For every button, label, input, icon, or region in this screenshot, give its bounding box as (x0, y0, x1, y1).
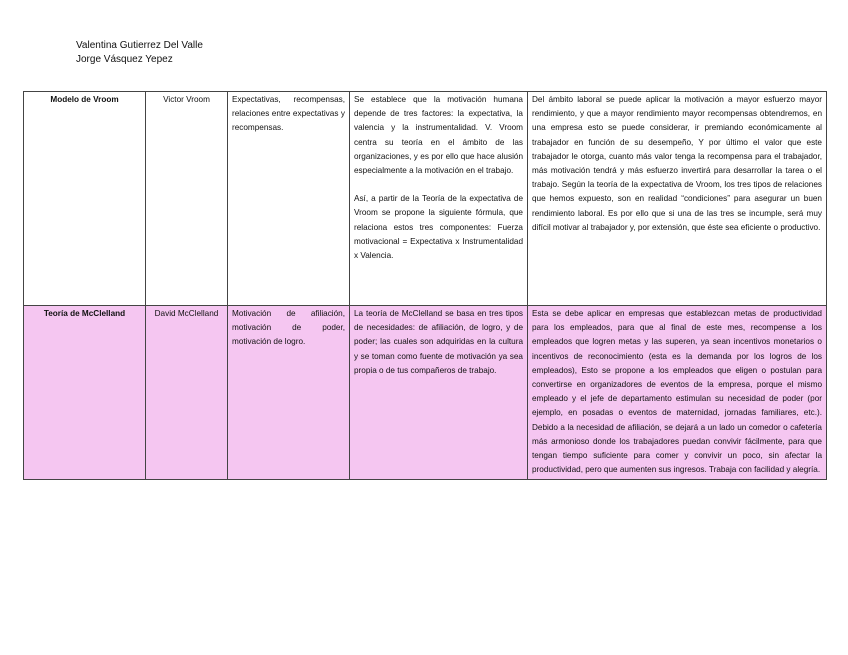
author-cell: David McClelland (146, 306, 228, 480)
table-row-mcclelland (24, 306, 827, 480)
description-paragraph-1: La teoría de McClelland se basa en tres tipos de necesidades: de afiliación, de logro, y de poder; las cuales son adquiridas en la cultura y se toman como fuente de motivación ya sea propia o de tus compañeros de trabajo. (354, 309, 523, 375)
authors-block (76, 39, 203, 67)
keywords-cell: Motivación de afiliación, motivación de poder, motivación de logro. (228, 306, 350, 480)
theories-table (23, 91, 827, 480)
model-name-cell: Modelo de Vroom (24, 92, 146, 306)
description-cell (350, 306, 528, 480)
keywords-cell: Expectativas, recompensas, relaciones entre expectativas y recompensas. (228, 92, 350, 306)
description-cell (350, 92, 528, 306)
application-cell: Del ámbito laboral se puede aplicar la motivación a mayor esfuerzo mayor rendimiento, y que a mayor rendimiento mayor recompensas obtendremos, en una empresa esto se puede considerar, ir premiando económicamente al trabajador en función de su desempeño, Y por último el valor que este trabajador le otorga, cuanto más valor tenga la recompensa para el trabajador, más motivación tendrá y más esfuerzo invertirá para desarrollar la tarea o el trabajo. Según la teoría de la expectativa de Vroom, los tres tipos de relaciones que hemos expuesto, son en realidad “condiciones” para asegurar un buen rendimiento laboral. Es por ello que si una de las tres se incumple, será muy difícil motivar al trabajador y, por extensión, que éste sea eficiente o productivo. (528, 92, 827, 306)
author-name-1: Valentina Gutierrez Del Valle (76, 40, 203, 51)
author-cell: Victor Vroom (146, 92, 228, 306)
model-name-cell: Teoría de McClelland (24, 306, 146, 480)
table-row-vroom (24, 92, 827, 306)
description-paragraph-2: Así, a partir de la Teoría de la expectativa de Vroom se propone la siguiente fórmula, que relaciona estos tres componentes: Fuerza motivacional = Expectativa x Instrumentalidad x Valencia. (354, 194, 523, 261)
description-paragraph-1: Se establece que la motivación humana depende de tres factores: la expectativa, la valencia y la instrumentalidad. V. Vroom centra su teoría en el ámbito de las organizaciones, y es por ello que hace alusión especialmente a la motivación en el trabajo. (354, 95, 523, 176)
application-cell: Esta se debe aplicar en empresas que establezcan metas de productividad para los empleados, para que al final de este mes, recompense a los empleados que logren metas y las superen, ya sean incentivos monetarios o incentivos de reconocimiento (esta es la demanda por los logros de los empleados), Esto se propone a los empleados que eligen o postulan para convertirse en organizadores de eventos de la empresa, porque el mismo empleado y el jefe de departamento estimulan su necesidad de poder (por ejemplo, en posadas o eventos de maternidad, jornadas familiares, etc.). Debido a la necesidad de afiliación, se dejará a un lado un comedor o cafetería más armonioso donde los trabajadores puedan convivir fácilmente, para que tengan tiempo suficiente para comer y convivir un poco, sin afectar la productividad, pero que aumenten sus ingresos. Trabaja con facilidad y alegría. (528, 306, 827, 480)
author-name-2: Jorge Vásquez Yepez (76, 54, 173, 65)
